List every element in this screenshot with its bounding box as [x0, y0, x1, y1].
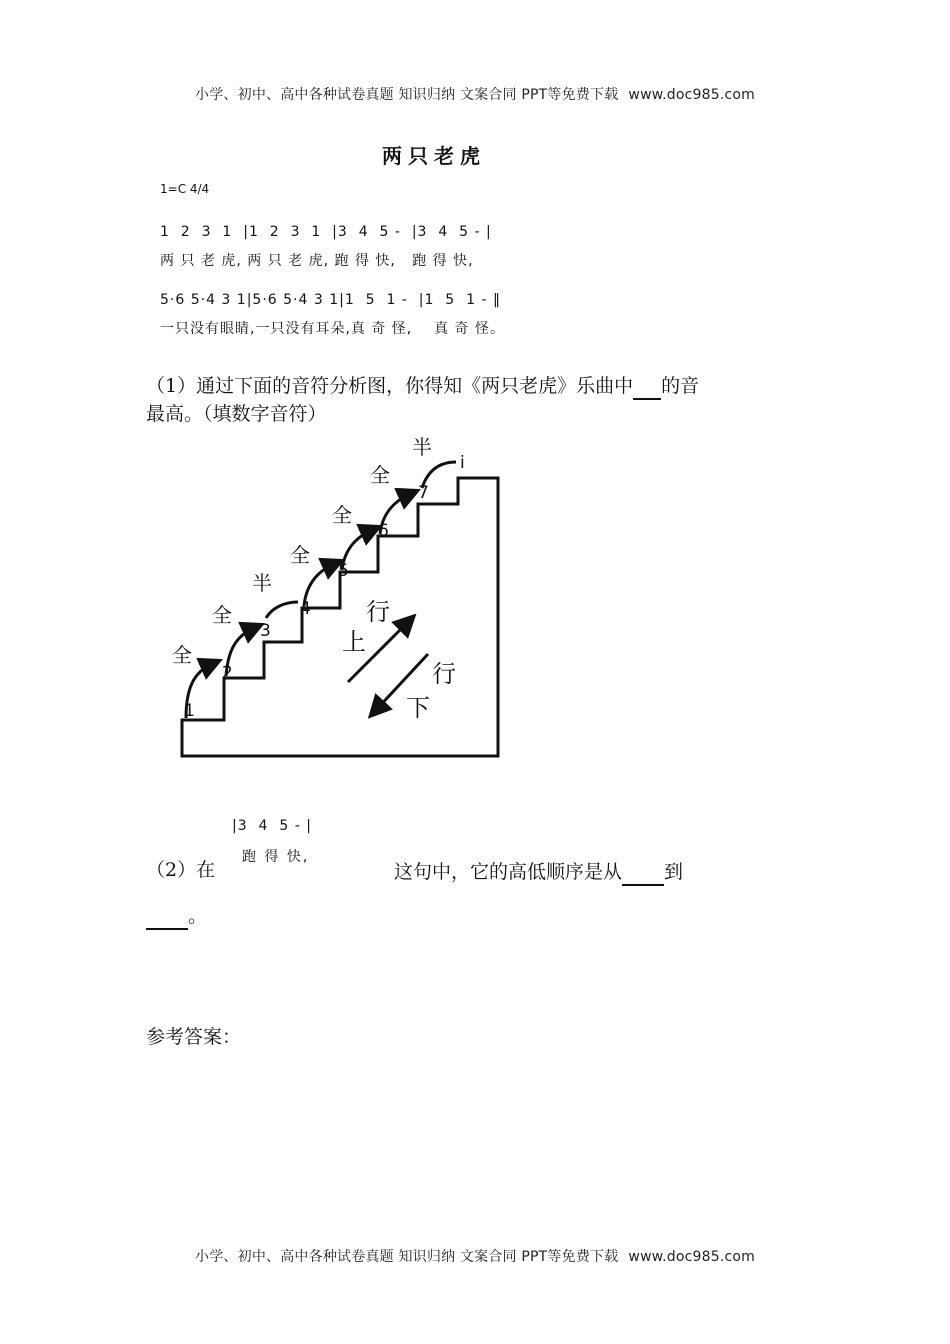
page-footer [0, 1246, 950, 1266]
question-1 [146, 370, 699, 428]
q2-text-to: 到 [664, 861, 684, 883]
q1-blank[interactable] [633, 370, 661, 400]
interval-label: 半 [412, 435, 432, 459]
header-text: 小学、初中、高中各种试卷真题 知识归纳 文案合同 PPT等免费下载 [195, 87, 619, 103]
interval-label: 全 [212, 603, 232, 627]
q2-text-end: 。 [188, 905, 208, 927]
score-row1-notes: 1 2 3 1 |1 2 3 1 |3 4 5 - |3 4 5 - | [160, 224, 492, 240]
q1-text-b: 的音 [661, 375, 700, 397]
down-label-1: 行 [432, 660, 456, 688]
step-number: 2 [222, 663, 233, 683]
scale-staircase-diagram [160, 426, 520, 776]
question-2-line2 [146, 900, 207, 930]
score-title: 两只老虎 [382, 144, 486, 168]
score-row1-lyrics: 两 只 老 虎, 两 只 老 虎, 跑 得 快, 跑 得 快, [160, 253, 474, 269]
q2-blank-from[interactable] [622, 856, 664, 886]
page-header [0, 84, 950, 104]
down-label-2: 下 [406, 694, 430, 722]
interval-label: 全 [172, 643, 192, 667]
footer-site: www.doc985.com [628, 1249, 755, 1265]
step-numbers [184, 453, 465, 721]
score-key: 1=C 4/4 [160, 182, 210, 196]
q2-text-middle: 这句中，它的高低顺序是从 [394, 861, 623, 883]
answer-label: 参考答案： [146, 1026, 242, 1048]
score-snippet-image [230, 816, 378, 876]
step-number: 5 [338, 561, 349, 581]
score-image [150, 126, 718, 338]
snippet-notes: |3 4 5 - | [232, 818, 312, 834]
question-2 [394, 856, 683, 886]
interval-label: 全 [332, 503, 352, 527]
footer-text: 小学、初中、高中各种试卷真题 知识归纳 文案合同 PPT等免费下载 [195, 1249, 619, 1265]
step-number: 1 [184, 701, 195, 721]
score-row2-notes: 5·6 5·4 3 1|5·6 5·4 3 1|1 5 1 - |1 5 1 - ‖ [160, 292, 501, 308]
interval-label: 全 [290, 543, 310, 567]
q1-text-line2: 最高。（填数字音符） [146, 403, 327, 425]
snippet-lyrics: 跑 得 快, [242, 849, 310, 865]
step-number: 6 [378, 521, 389, 541]
header-site: www.doc985.com [628, 87, 755, 103]
score-row2-lyrics: 一只没有眼睛,一只没有耳朵,真 奇 怪, 真 奇 怪。 [160, 321, 505, 337]
q2-blank-to[interactable] [146, 900, 188, 930]
step-number: 7 [418, 483, 429, 503]
interval-label: 全 [370, 463, 390, 487]
up-label-2: 行 [366, 598, 390, 626]
question-2-prefix: （2）在 [146, 859, 216, 881]
direction-labels [342, 598, 456, 722]
up-label-1: 上 [342, 628, 366, 656]
step-number: i [460, 453, 465, 473]
step-number: 3 [260, 621, 271, 641]
interval-label: 半 [252, 571, 272, 595]
q1-text-a: （1）通过下面的音符分析图，你得知《两只老虎》乐曲中 [146, 375, 634, 397]
step-number: 4 [300, 599, 311, 619]
